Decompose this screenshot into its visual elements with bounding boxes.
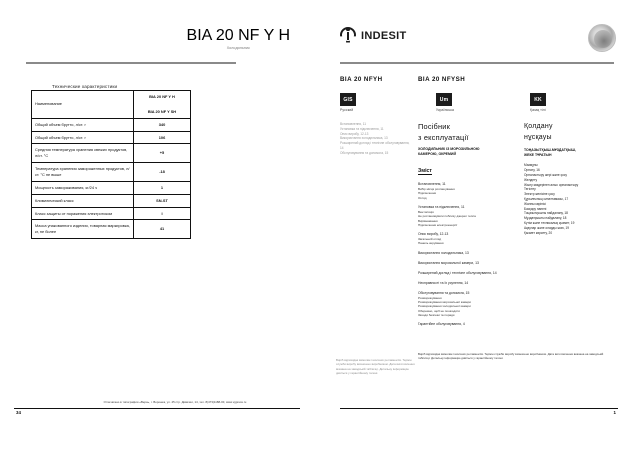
ukrainian-subtitle-line2: КАМЕРОЮ, ОКРЕМИЙ	[418, 152, 456, 157]
ukrainian-title-line1: Посібник	[418, 122, 451, 131]
spec-label: Мощность замораживания, кг/24 ч	[32, 181, 134, 194]
kazakh-line[interactable]: Электр желісіне қосу	[524, 192, 555, 197]
quality-seal-icon	[588, 24, 616, 52]
language-badge: GIS	[340, 93, 356, 106]
contents-group	[418, 205, 514, 227]
contents-item[interactable]: Використання холодильника, 13	[418, 250, 469, 255]
table-row	[32, 91, 191, 119]
table-row	[32, 207, 191, 220]
ghost-line: Обслуговування та допомога, 15	[340, 150, 389, 155]
ghost-bottom-note: Виріб відповідає вимогам технічних регламентів. Термін служби виробу визначено виробником. Дата виготовлення вказана на заводській табличці. Детальну інформацію дивіться у гарантійному талоні.	[336, 358, 415, 376]
kazakh-line[interactable]: Жылу көздерінен алыс орналастыру	[524, 182, 579, 187]
bottom-note: Виріб відповідає вимогам технічних регламентів. Термін служби виробу визначено виробником. Дата виготовлення вказана на заводській табличці. Детальну інформацію дивіться у гарантійному талоні.	[418, 352, 604, 361]
contents-item[interactable]: Загальний огляд	[418, 237, 442, 242]
contents-item[interactable]: Розморожування	[418, 295, 442, 300]
ukrainian-column	[418, 122, 514, 327]
ukrainian-title-line2: з експлуатації	[418, 132, 469, 142]
contents-group	[418, 291, 514, 318]
brand-name: indesit	[361, 26, 407, 43]
contents-item[interactable]: Огляд	[418, 195, 427, 200]
language-tab-ukrainian[interactable]	[436, 93, 454, 112]
contents-group	[418, 261, 514, 266]
language-tabs	[340, 93, 614, 123]
spec-value: 340	[134, 118, 191, 131]
contents-item[interactable]: Обслуговування та допомога, 15	[418, 290, 470, 295]
contents-item[interactable]: Панель керування	[418, 241, 444, 246]
contents-item[interactable]: Установка та підключення, 11	[418, 204, 465, 209]
spec-value: I	[134, 207, 191, 220]
table-row	[32, 131, 191, 144]
kazakh-title-line1: Қолдану	[524, 123, 553, 130]
table-row	[32, 118, 191, 131]
model-name: BIA 20 NFYH	[340, 76, 383, 83]
kazakh-line[interactable]: Ақаулар және оларды жою, 19	[524, 225, 570, 230]
spec-table	[31, 90, 191, 239]
language-tab-kazakh[interactable]	[530, 93, 546, 112]
kazakh-line: Мазмұны	[524, 163, 538, 168]
contents-item[interactable]: Встановлення, 11	[418, 181, 446, 186]
language-tab-russian[interactable]	[340, 93, 356, 112]
spec-value: SN-ST	[134, 194, 191, 207]
ghost-text-column	[340, 122, 412, 156]
spec-value	[134, 91, 191, 119]
spec-label: Средняя температура хранения свежих продуктов, л/ст. °C	[32, 144, 134, 163]
spec-label: Общий объем брутто, л/ст. г	[32, 131, 134, 144]
ukrainian-subtitle	[418, 147, 514, 156]
language-caption: Русский	[340, 108, 354, 112]
contents-group	[418, 251, 514, 256]
kazakh-title-line2: нұсқауы	[524, 133, 552, 141]
spec-value: -18	[134, 163, 191, 182]
kazakh-line[interactable]: Басқару панелі	[524, 206, 547, 211]
kazakh-line[interactable]: Күтім және техникалық қызмет, 19	[524, 221, 575, 225]
contents-item[interactable]: Опис виробу, 12-13	[418, 232, 449, 237]
ghost-line: Встановлення, 11	[340, 122, 367, 126]
contents-item[interactable]: Несправності та їх усунення, 14	[418, 280, 469, 285]
kazakh-line[interactable]: Тоңазытқышты пайдалану, 18	[524, 211, 568, 216]
language-caption: Қазақ тілі	[530, 108, 546, 112]
ghost-line: Розширений догляд і технічне обслуговування, 14	[340, 141, 410, 150]
kazakh-line[interactable]: Орналастыру жері және қосу	[524, 173, 567, 178]
kazakh-title	[524, 122, 622, 143]
contents-item[interactable]: Гарантійне обслуговування, 4	[418, 322, 465, 327]
contents-heading: Зміст	[418, 167, 432, 174]
ukrainian-title	[418, 122, 514, 143]
table-row	[32, 220, 191, 239]
spec-label: Масса упакованного изделия, товарная маркировка, кг, не более	[32, 220, 134, 239]
contents-item[interactable]: Підключення електроенергії	[418, 222, 458, 227]
spec-label: Климатический класс	[32, 194, 134, 207]
contents-item[interactable]: Обережно, щоб не пошкодити	[418, 308, 460, 313]
table-row	[32, 181, 191, 194]
kazakh-line[interactable]: Құрылғының сипаттамасы, 17	[524, 197, 569, 202]
spec-label: Класс защиты от поражения электротоком	[32, 207, 134, 220]
spec-label: Наименование	[32, 91, 134, 119]
ukrainian-subtitle-line1: ХОЛОДИЛЬНИК ІЗ МОРОЗИЛЬНОЮ	[418, 147, 480, 152]
contents-item[interactable]: Підключення	[418, 191, 437, 196]
kazakh-subtitle-line1: ТОҢАЗЫТҚЫШ-МҰЗДАТҚЫШ,	[524, 148, 576, 152]
contents-item[interactable]: Вентиляція	[418, 209, 434, 214]
brand-logo	[340, 26, 407, 43]
right-header-rule	[340, 62, 614, 64]
table-row	[32, 163, 191, 182]
spec-value: 106	[134, 131, 191, 144]
spec-label: Общий объем брутто, л/ст. г	[32, 118, 134, 131]
contents-item[interactable]: Вирівнювання	[418, 218, 438, 223]
contents-item[interactable]: Розморожування морозильної камери	[418, 299, 471, 304]
kazakh-line[interactable]: Жалпы көрінісі	[524, 201, 546, 206]
contents-group	[418, 322, 514, 327]
left-header-model: BIA 20 NF Y H	[186, 27, 290, 44]
ghost-line: Установка та підключення, 11	[340, 126, 384, 131]
contents-item[interactable]: Розширений догляд і технічне обслуговування, 14	[418, 270, 497, 275]
contents-group	[418, 232, 514, 246]
right-page	[318, 0, 636, 449]
kazakh-line[interactable]: Желдету	[524, 177, 538, 182]
spec-value-line: BIA 20 NF Y H	[149, 94, 175, 99]
spec-value: +5	[134, 144, 191, 163]
left-footer-rule	[14, 408, 300, 409]
spec-value-line: BIA 20 NF Y SH	[147, 108, 177, 114]
ghost-line: Використання холодильника, 13	[340, 136, 388, 141]
contents-item[interactable]: Не розташовувати поблизу джерел тепла	[418, 214, 476, 219]
indesit-logo-icon	[340, 27, 356, 43]
language-badge: Um	[436, 93, 452, 106]
kazakh-contents	[524, 163, 622, 235]
left-footer-note: Отпечатано в типографии «Вера», г. Воронеж, ул. 45 стр. Дивизии, 14, тел. 8(473)1188-00, www.vgpress.ru	[103, 400, 247, 404]
kazakh-subtitle-line2: ЖЕКЕ ТҰРАТЫН	[524, 152, 552, 157]
language-badge: KK	[530, 93, 546, 106]
spec-value: 41	[134, 220, 191, 239]
kazakh-line[interactable]: Қызмет көрсету, 20	[524, 230, 553, 235]
right-page-number: 1	[613, 410, 616, 415]
spec-label: Температура хранения замороженных продуктов, л/ст. °C не выше	[32, 163, 134, 182]
contents-item[interactable]: Заходи безпеки та поради	[418, 312, 455, 317]
table-row	[32, 194, 191, 207]
contents-item[interactable]: Розморожування холодильної камери	[418, 304, 471, 309]
contents-item[interactable]: Вибір місця розташування	[418, 186, 455, 191]
spec-value: 1	[134, 181, 191, 194]
left-header-rule	[26, 62, 236, 64]
left-page-header	[187, 27, 290, 50]
kazakh-line[interactable]: Орнату, 16	[524, 168, 540, 173]
content-columns	[340, 122, 622, 382]
kazakh-subtitle	[524, 148, 622, 157]
contents-group	[418, 271, 514, 276]
contents-item[interactable]: Використання морозильної камери, 13	[418, 260, 479, 265]
ghost-line: Опис виробу, 12-13	[340, 131, 369, 136]
right-footer-rule	[340, 408, 618, 409]
left-page-number: 34	[16, 410, 21, 415]
language-caption: Українська	[436, 108, 454, 112]
kazakh-line[interactable]: Тегістеу	[524, 187, 536, 192]
model-name: BIA 20 NFYSH	[418, 76, 466, 83]
contents-group	[418, 182, 514, 200]
left-header-subtitle: Холодильник	[226, 45, 250, 50]
kazakh-line[interactable]: Мұздатқышты пайдалану, 18	[524, 216, 567, 221]
kazakh-column	[524, 122, 622, 235]
spec-table-title: Технические характеристики	[52, 84, 118, 89]
contents-group	[418, 281, 514, 286]
table-row	[32, 144, 191, 163]
